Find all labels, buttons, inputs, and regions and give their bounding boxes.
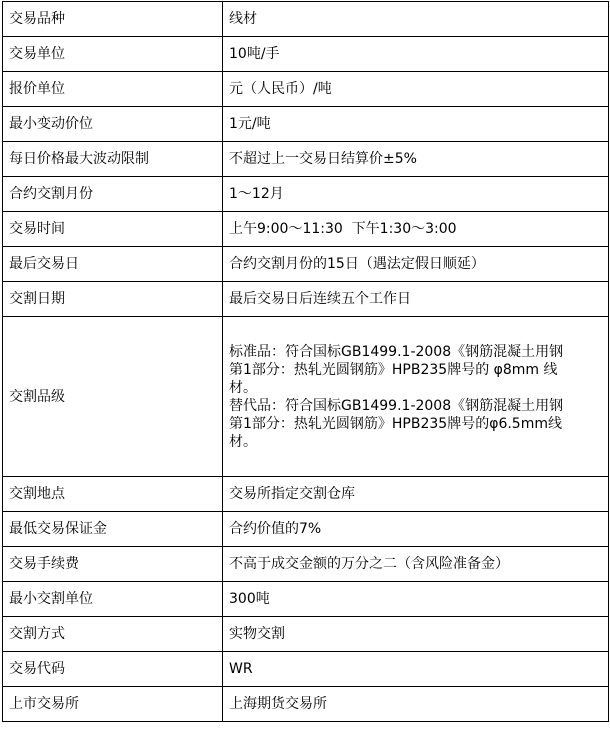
table-row [3, 212, 609, 247]
row-label: 交割品级 [3, 317, 223, 477]
table-row [3, 142, 609, 177]
table-row [3, 282, 609, 317]
row-value: 300吨 [223, 582, 609, 617]
row-value: 交易所指定交割仓库 [223, 477, 609, 512]
value-line: 标准品：符合国标GB1499.1-2008《钢筋混凝土用钢 [229, 343, 564, 360]
row-value-multiline [223, 317, 609, 477]
row-value: 上海期货交易所 [223, 687, 609, 722]
row-label: 交割日期 [3, 282, 223, 317]
row-value: 元（人民币）/吨 [223, 72, 609, 107]
value-line: 第1部分：热轧光圆钢筋》HPB235牌号的 φ8mm 线 [229, 361, 558, 378]
row-label: 每日价格最大波动限制 [3, 142, 223, 177]
value-line: 材。 [229, 433, 257, 450]
value-line: 替代品：符合国标GB1499.1-2008《钢筋混凝土用钢 [229, 397, 564, 414]
contract-spec-table [2, 1, 609, 722]
table-row [3, 652, 609, 687]
row-value: 上午9:00～11:30 下午1:30～3:00 [223, 212, 609, 247]
row-label: 交割方式 [3, 617, 223, 652]
value-line: 第1部分：热轧光圆钢筋》HPB235牌号的φ6.5mm线 [229, 415, 562, 432]
row-value: 不超过上一交易日结算价±5% [223, 142, 609, 177]
table-row [3, 582, 609, 617]
row-value: 1～12月 [223, 177, 609, 212]
row-label: 交易单位 [3, 37, 223, 72]
table-row [3, 617, 609, 652]
row-value: 1元/吨 [223, 107, 609, 142]
table-row [3, 2, 609, 37]
table-row [3, 317, 609, 477]
table-row [3, 72, 609, 107]
table-row [3, 547, 609, 582]
table-row [3, 477, 609, 512]
row-value: 10吨/手 [223, 37, 609, 72]
row-label: 最后交易日 [3, 247, 223, 282]
table-row [3, 512, 609, 547]
table-row [3, 107, 609, 142]
row-value: 实物交割 [223, 617, 609, 652]
row-label: 交割地点 [3, 477, 223, 512]
row-label: 交易时间 [3, 212, 223, 247]
row-value: WR [223, 652, 609, 687]
row-value: 最后交易日后连续五个工作日 [223, 282, 609, 317]
value-line: 材。 [229, 379, 257, 396]
row-label: 合约交割月份 [3, 177, 223, 212]
contract-spec-table-body [3, 2, 609, 722]
row-value: 线材 [223, 2, 609, 37]
row-label: 上市交易所 [3, 687, 223, 722]
table-row [3, 37, 609, 72]
row-value: 合约价值的7% [223, 512, 609, 547]
row-label: 交易手续费 [3, 547, 223, 582]
table-row [3, 247, 609, 282]
row-label: 交易代码 [3, 652, 223, 687]
table-row [3, 177, 609, 212]
row-label: 最低交易保证金 [3, 512, 223, 547]
row-label: 最小交割单位 [3, 582, 223, 617]
row-label: 最小变动价位 [3, 107, 223, 142]
row-label: 报价单位 [3, 72, 223, 107]
row-value: 合约交割月份的15日（遇法定假日顺延） [223, 247, 609, 282]
row-label: 交易品种 [3, 2, 223, 37]
row-value: 不高于成交金额的万分之二（含风险准备金） [223, 547, 609, 582]
table-row [3, 687, 609, 722]
